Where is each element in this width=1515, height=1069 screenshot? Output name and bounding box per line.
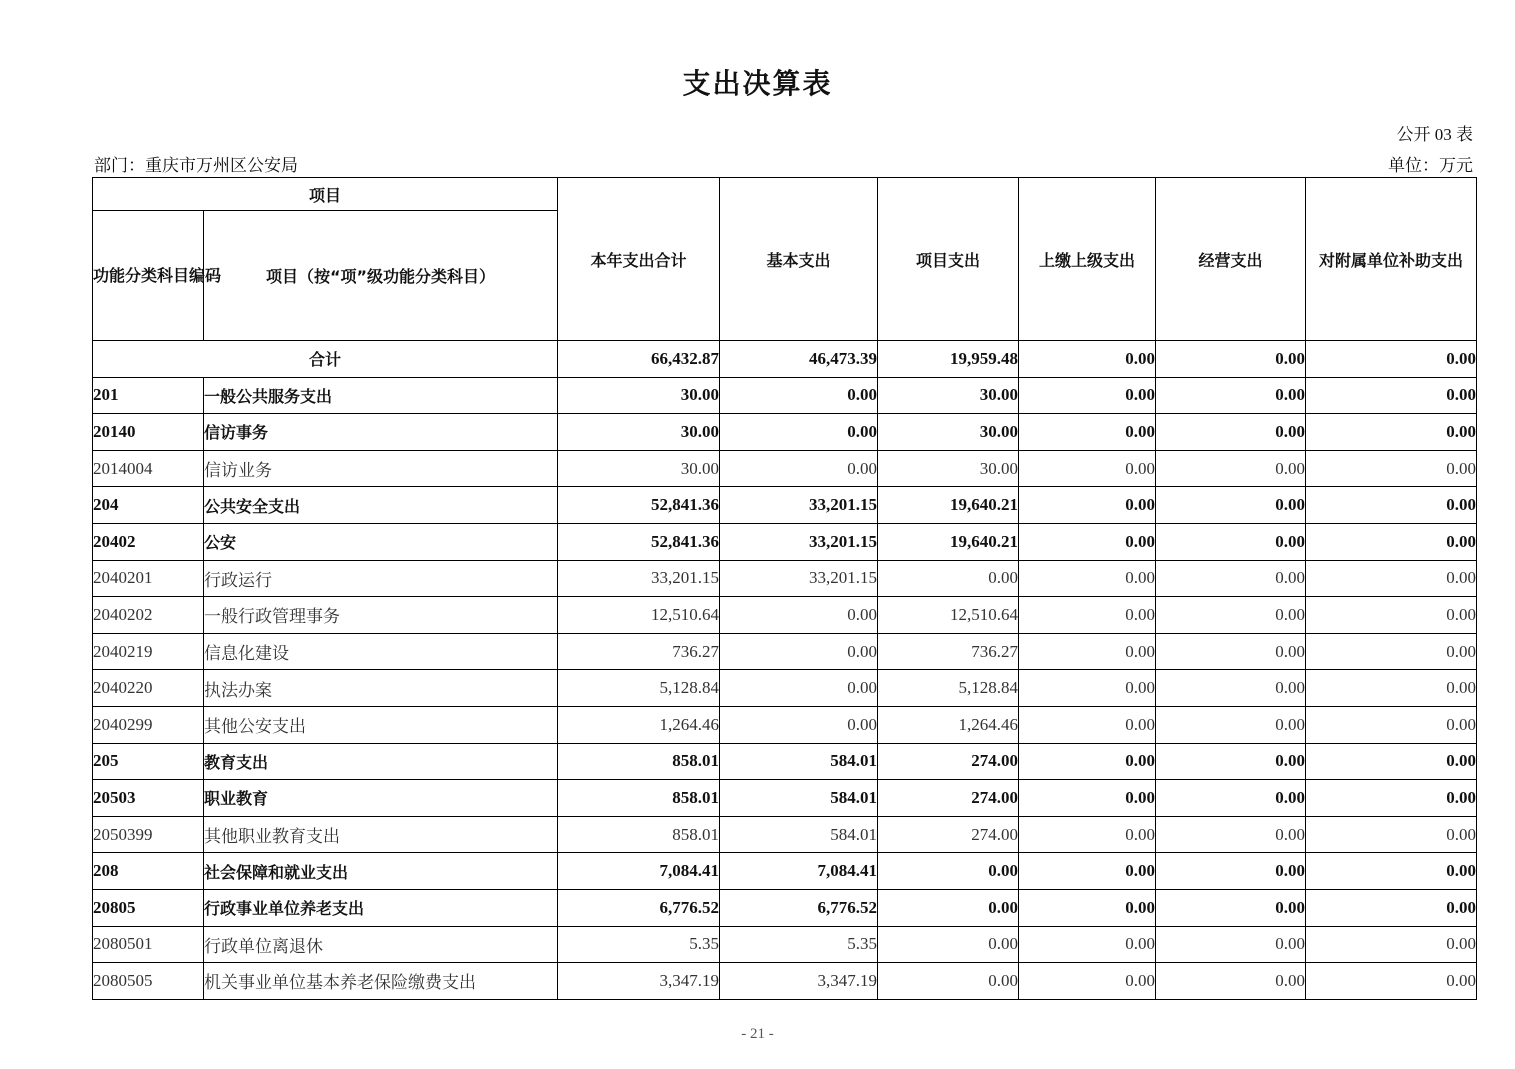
row-value: 0.00 xyxy=(1019,450,1156,487)
row-value: 0.00 xyxy=(1019,780,1156,817)
row-value: 5.35 xyxy=(720,926,878,963)
row-value: 0.00 xyxy=(1019,889,1156,926)
row-value: 0.00 xyxy=(1306,780,1477,817)
row-value: 5,128.84 xyxy=(558,670,720,707)
col-header-subsidy: 对附属单位补助支出 xyxy=(1306,178,1477,341)
row-value: 0.00 xyxy=(1156,487,1306,524)
col-header-name: 项目（按“项”级功能分类科目） xyxy=(204,211,558,341)
row-value: 0.00 xyxy=(1156,926,1306,963)
row-value: 12,510.64 xyxy=(558,597,720,634)
row-value: 33,201.15 xyxy=(720,487,878,524)
row-value: 0.00 xyxy=(1306,853,1477,890)
row-value: 0.00 xyxy=(1019,670,1156,707)
table-row xyxy=(93,633,1477,670)
col-header-business: 经营支出 xyxy=(1156,178,1306,341)
row-value: 0.00 xyxy=(1019,377,1156,414)
item-group-header: 项目 xyxy=(93,178,558,211)
row-value: 0.00 xyxy=(878,963,1019,1000)
row-value: 584.01 xyxy=(720,816,878,853)
row-value: 33,201.15 xyxy=(720,560,878,597)
row-code: 204 xyxy=(93,487,204,524)
row-value: 0.00 xyxy=(1156,706,1306,743)
table-row xyxy=(93,706,1477,743)
row-value: 0.00 xyxy=(1019,487,1156,524)
row-value: 30.00 xyxy=(878,414,1019,451)
row-value: 52,841.36 xyxy=(558,487,720,524)
row-code: 20402 xyxy=(93,523,204,560)
row-name: 一般行政管理事务 xyxy=(204,597,558,634)
row-value: 6,776.52 xyxy=(720,889,878,926)
row-code: 20805 xyxy=(93,889,204,926)
row-value: 3,347.19 xyxy=(720,963,878,1000)
row-value: 30.00 xyxy=(878,377,1019,414)
row-value: 0.00 xyxy=(1156,450,1306,487)
row-value: 0.00 xyxy=(1306,816,1477,853)
row-value: 1,264.46 xyxy=(878,706,1019,743)
row-value: 0.00 xyxy=(1156,963,1306,1000)
row-value: 0.00 xyxy=(720,597,878,634)
total-value: 46,473.39 xyxy=(720,341,878,378)
row-name: 教育支出 xyxy=(204,743,558,780)
row-code: 201 xyxy=(93,377,204,414)
row-value: 0.00 xyxy=(1306,670,1477,707)
row-value: 0.00 xyxy=(878,926,1019,963)
total-row xyxy=(93,341,1477,378)
row-value: 7,084.41 xyxy=(558,853,720,890)
total-value: 66,432.87 xyxy=(558,341,720,378)
row-value: 0.00 xyxy=(1306,487,1477,524)
row-code: 2050399 xyxy=(93,816,204,853)
row-name: 其他公安支出 xyxy=(204,706,558,743)
row-name: 信息化建设 xyxy=(204,633,558,670)
row-name: 其他职业教育支出 xyxy=(204,816,558,853)
department-label: 部门：重庆市万州区公安局 xyxy=(94,156,298,175)
table-row xyxy=(93,816,1477,853)
row-value: 0.00 xyxy=(1306,377,1477,414)
row-value: 52,841.36 xyxy=(558,523,720,560)
row-value: 0.00 xyxy=(878,560,1019,597)
row-value: 584.01 xyxy=(720,780,878,817)
row-value: 7,084.41 xyxy=(720,853,878,890)
row-name: 公安 xyxy=(204,523,558,560)
row-value: 0.00 xyxy=(1306,889,1477,926)
row-name: 职业教育 xyxy=(204,780,558,817)
row-code: 2080505 xyxy=(93,963,204,1000)
row-value: 0.00 xyxy=(720,670,878,707)
table-row xyxy=(93,889,1477,926)
row-value: 584.01 xyxy=(720,743,878,780)
total-value: 0.00 xyxy=(1306,341,1477,378)
row-value: 0.00 xyxy=(1156,853,1306,890)
total-label: 合计 xyxy=(93,341,558,378)
row-value: 0.00 xyxy=(1019,853,1156,890)
table-row xyxy=(93,780,1477,817)
row-value: 0.00 xyxy=(1306,597,1477,634)
row-value: 736.27 xyxy=(878,633,1019,670)
table-row xyxy=(93,597,1477,634)
total-value: 19,959.48 xyxy=(878,341,1019,378)
row-value: 0.00 xyxy=(1019,633,1156,670)
row-value: 0.00 xyxy=(1156,816,1306,853)
total-value: 0.00 xyxy=(1019,341,1156,378)
row-value: 0.00 xyxy=(1019,706,1156,743)
row-name: 执法办案 xyxy=(204,670,558,707)
row-value: 0.00 xyxy=(720,706,878,743)
row-value: 0.00 xyxy=(1019,523,1156,560)
table-row xyxy=(93,450,1477,487)
row-code: 2014004 xyxy=(93,450,204,487)
row-value: 33,201.15 xyxy=(720,523,878,560)
row-value: 274.00 xyxy=(878,816,1019,853)
row-value: 0.00 xyxy=(1306,414,1477,451)
row-value: 1,264.46 xyxy=(558,706,720,743)
row-value: 0.00 xyxy=(1306,523,1477,560)
row-value: 0.00 xyxy=(720,450,878,487)
row-name: 机关事业单位基本养老保险缴费支出 xyxy=(204,963,558,1000)
table-row xyxy=(93,926,1477,963)
table-row xyxy=(93,670,1477,707)
row-value: 0.00 xyxy=(1306,450,1477,487)
row-value: 858.01 xyxy=(558,816,720,853)
page-number: - 21 - xyxy=(741,1026,774,1042)
table-row xyxy=(93,377,1477,414)
col-header-project: 项目支出 xyxy=(878,178,1019,341)
row-value: 858.01 xyxy=(558,743,720,780)
row-value: 0.00 xyxy=(1156,597,1306,634)
row-value: 0.00 xyxy=(1019,743,1156,780)
row-value: 6,776.52 xyxy=(558,889,720,926)
row-value: 30.00 xyxy=(558,450,720,487)
row-value: 33,201.15 xyxy=(558,560,720,597)
table-row xyxy=(93,560,1477,597)
row-name: 公共安全支出 xyxy=(204,487,558,524)
row-value: 0.00 xyxy=(1156,670,1306,707)
row-value: 0.00 xyxy=(1306,706,1477,743)
row-value: 5,128.84 xyxy=(878,670,1019,707)
row-value: 274.00 xyxy=(878,743,1019,780)
row-value: 0.00 xyxy=(1306,560,1477,597)
row-code: 2040219 xyxy=(93,633,204,670)
row-value: 12,510.64 xyxy=(878,597,1019,634)
row-value: 0.00 xyxy=(1019,963,1156,1000)
row-value: 0.00 xyxy=(878,889,1019,926)
row-name: 社会保障和就业支出 xyxy=(204,853,558,890)
row-code: 2080501 xyxy=(93,926,204,963)
row-value: 0.00 xyxy=(1306,743,1477,780)
row-name: 一般公共服务支出 xyxy=(204,377,558,414)
table-row xyxy=(93,487,1477,524)
row-value: 0.00 xyxy=(878,853,1019,890)
row-value: 0.00 xyxy=(1019,414,1156,451)
table-row xyxy=(93,414,1477,451)
row-value: 0.00 xyxy=(1156,889,1306,926)
row-value: 0.00 xyxy=(1156,743,1306,780)
row-value: 19,640.21 xyxy=(878,487,1019,524)
row-code: 2040299 xyxy=(93,706,204,743)
row-code: 205 xyxy=(93,743,204,780)
row-value: 19,640.21 xyxy=(878,523,1019,560)
row-value: 0.00 xyxy=(1156,560,1306,597)
row-value: 30.00 xyxy=(558,414,720,451)
table-row xyxy=(93,523,1477,560)
row-value: 0.00 xyxy=(1156,780,1306,817)
row-value: 0.00 xyxy=(1019,560,1156,597)
row-name: 信访业务 xyxy=(204,450,558,487)
row-value: 0.00 xyxy=(720,633,878,670)
unit-label: 单位：万元 xyxy=(1388,156,1473,175)
row-value: 0.00 xyxy=(1306,963,1477,1000)
row-value: 0.00 xyxy=(1156,414,1306,451)
page-title: 支出决算表 xyxy=(682,67,833,100)
row-value: 0.00 xyxy=(1156,377,1306,414)
row-name: 信访事务 xyxy=(204,414,558,451)
row-value: 736.27 xyxy=(558,633,720,670)
row-code: 20503 xyxy=(93,780,204,817)
row-value: 858.01 xyxy=(558,780,720,817)
row-name: 行政运行 xyxy=(204,560,558,597)
row-value: 5.35 xyxy=(558,926,720,963)
row-value: 0.00 xyxy=(1306,633,1477,670)
row-code: 2040202 xyxy=(93,597,204,634)
col-header-upper: 上缴上级支出 xyxy=(1019,178,1156,341)
row-value: 0.00 xyxy=(1156,633,1306,670)
row-value: 274.00 xyxy=(878,780,1019,817)
expenditure-table xyxy=(92,177,1477,1000)
row-value: 0.00 xyxy=(1019,926,1156,963)
row-code: 208 xyxy=(93,853,204,890)
table-row xyxy=(93,853,1477,890)
row-value: 30.00 xyxy=(558,377,720,414)
col-header-total: 本年支出合计 xyxy=(558,178,720,341)
row-code: 2040201 xyxy=(93,560,204,597)
row-value: 0.00 xyxy=(720,414,878,451)
row-name: 行政单位离退休 xyxy=(204,926,558,963)
row-value: 0.00 xyxy=(1019,816,1156,853)
row-value: 0.00 xyxy=(1306,926,1477,963)
row-value: 0.00 xyxy=(720,377,878,414)
col-header-basic: 基本支出 xyxy=(720,178,878,341)
row-code: 2040220 xyxy=(93,670,204,707)
row-value: 30.00 xyxy=(878,450,1019,487)
row-value: 0.00 xyxy=(1019,597,1156,634)
total-value: 0.00 xyxy=(1156,341,1306,378)
row-name: 行政事业单位养老支出 xyxy=(204,889,558,926)
table-row xyxy=(93,963,1477,1000)
form-number: 公开 03 表 xyxy=(1396,125,1473,144)
col-header-code: 功能分类科目编码 xyxy=(93,211,204,341)
table-row xyxy=(93,743,1477,780)
row-code: 20140 xyxy=(93,414,204,451)
row-value: 0.00 xyxy=(1156,523,1306,560)
row-value: 3,347.19 xyxy=(558,963,720,1000)
